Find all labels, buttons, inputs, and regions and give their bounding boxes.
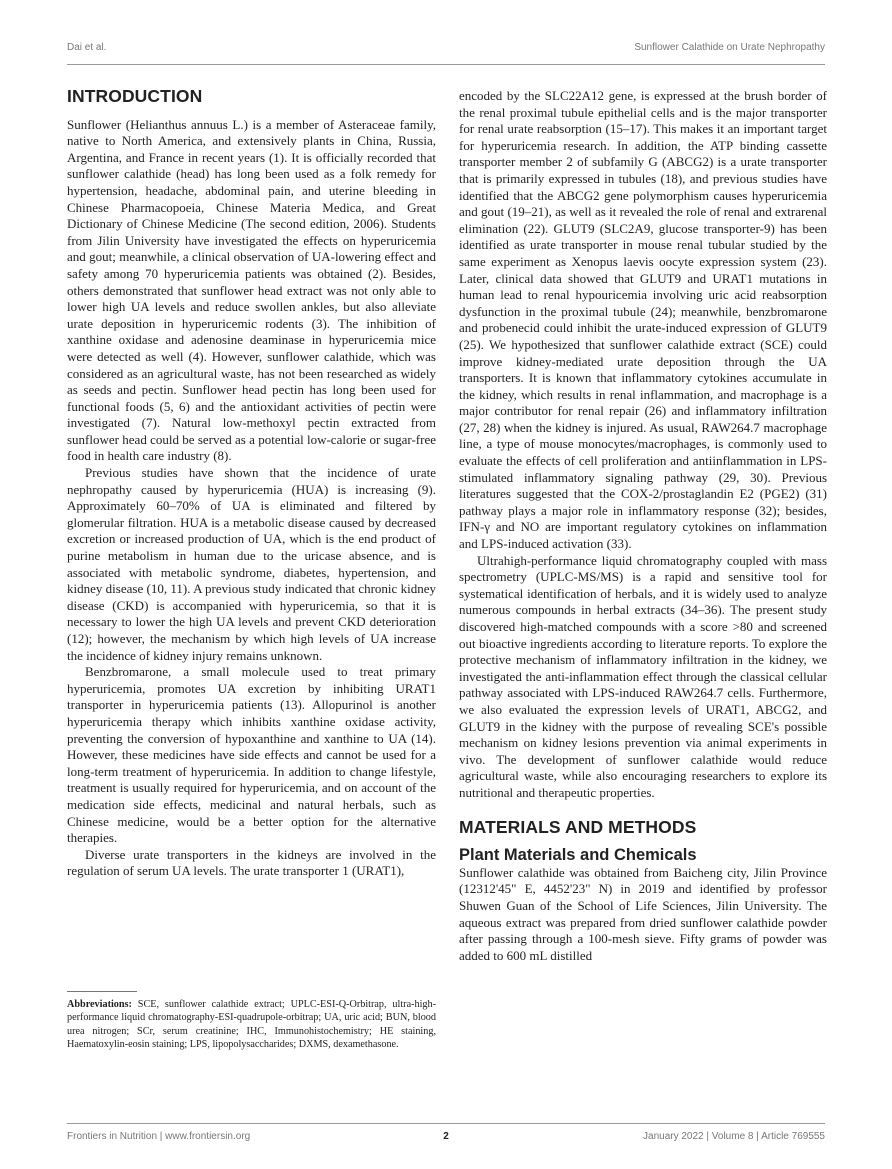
intro-paragraph-2: Previous studies have shown that the incidence of urate nephropathy caused by hyperuricemia (HUA) is increasing (9). Approximately 60–70% of UA is eliminated and filtered by glomerular filtration. HUA is a metabolic disease caused by decreased excretion or increased production of UA, which is the end product of purine metabolism in human due to the uricase absence, and is associated with metabolic syndrome, diabetes, hypertension, and kidney disease (10, 11). A previous study indicated that chronic kidney disease (CKD) is accompanied with hyperuricemia, so that it is necessary to lower the high UA levels and prevent CKD deterioration (12); however, the mechanism by which high levels of UA increase the incidence of kidney injury remains unknown. — [67, 465, 436, 663]
running-header — [67, 42, 825, 56]
header-rule — [67, 64, 825, 65]
footnote-rule — [67, 991, 137, 992]
abbreviations-label: Abbreviations: — [67, 999, 132, 1010]
right-column — [459, 88, 827, 964]
intro-paragraph-6: Ultrahigh-performance liquid chromatography coupled with mass spectrometry (UPLC-MS/MS) is a rapid and sensitive tool for systematical identification of herbals, and it is widely used to analyze numerous compounds in herbal extracts (34–36). The present study discovered high-matched compounds with a score >80 and screened out bioactive ingredients according to literature reports. To explore the protective mechanism of inflammatory infiltration in the kidney, we investigated the anti-inflammation effect through the classical cellular pathway associated with LPS-induced RAW264.7 cells. Furthermore, we also evaluated the expression levels of URAT1, ABCG2, and GLUT9 in the kidney with the purpose of revealing SCE's possible mechanism on kidney lesions prevention via animal experiments in vivo. The development of sunflower calathide would reduce agricultural waste, while also encouraging researchers to explore its nutritional and therapeutic properties. — [459, 552, 827, 800]
section-heading-introduction: INTRODUCTION — [67, 86, 203, 106]
intro-paragraph-5: encoded by the SLC22A12 gene, is expressed at the brush border of the renal proximal tubule epithelial cells and is the major transporter for renal urate reabsorption (15–17). This makes it an important target for hyperuricemia research. In addition, the ATP binding cassette transporter member 2 of subfamily G (ABCG2) is a urate transporter that is primarily expressed in tubules (18), and previous studies have identified that the ABCG2 gene polymorphism causes hyperuricemia and gout (19–21), as well as it revealed the role of renal and extrarenal elimination (22). GLUT9 (SLC2A9, glucose transporter-9) has been identified as urate transporter in mouse renal tubular studied by the same experiment as Xenopus laevis oocyte expression system (23). Later, clinical data showed that GLUT9 and URAT1 mutations in human lead to renal hypouricemia involving uric acid reabsorption dysfunction in the proximal tubule (24); meanwhile, benzbromarone and probenecid could inhibit the urate-induced expression of GLUT9 (25). We hypothesized that sunflower calathide extract (SCE) could improve kidney-mediated urate deposition through the UA transporters. It is known that inflammatory cytokines accumulate in the kidney, which results in renal inflammation, and macrophage is a major contributor for renal repair (26) and inflammatory infiltration (27, 28) when the kidney is injured. As usual, RAW264.7 macrophage line, a type of mouse monocytes/macrophages, is commonly used to evaluate the effects of cell proliferation and antiinflammation in LPS-stimulated inflammatory signaling pathway (29, 30). Previous literatures suggested that the COX-2/prostaglandin E2 (PGE2) (31) pathway plays a major role in inflammatory response (32); besides, IFN-γ and NO are important regulatory cytokines on inflammation and LPS-induced activation (33). — [459, 88, 827, 552]
left-column — [67, 88, 436, 880]
abbreviations-footnote — [67, 998, 436, 1051]
section-heading-methods: MATERIALS AND METHODS — [459, 816, 697, 837]
abbreviations-text: SCE, sunflower calathide extract; UPLC-ESI-Q-Orbitrap, ultra-high-performance liquid chromatography-ESI-quadrupole-orbitrap; UA, uric acid; BUN, blood urea nitrogen; SCr, serum creatinine; IHC, Immunohistochemistry; HE staining, Haematoxylin-eosin staining; LPS, lipopolysaccharides; DXMS, dexamethasone. — [67, 999, 436, 1050]
header-authors: Dai et al. — [67, 42, 107, 53]
intro-paragraph-4: Diverse urate transporters in the kidneys are involved in the regulation of serum UA levels. The urate transporter 1 (URAT1), — [67, 846, 436, 879]
intro-paragraph-3: Benzbromarone, a small molecule used to treat primary hyperuricemia, promotes UA excretion by inhibiting URAT1 transporter in hyperuricemia patients (13). Allopurinol is another hyperuricemia therapy which inhibits xanthine oxidase activity, preventing the conversion of hypoxanthine and xanthine to UA (14). However, these medicines have side effects and cannot be used for a long-term treatment of hyperuricemia. In addition to change lifestyle, treatment is usually required for hyperuricemia, and on account of the medication side effects, medicinal and natural herbals, such as Chinese medicine, would be a better option for the alternative therapies. — [67, 664, 436, 846]
page-number: 2 — [443, 1131, 449, 1142]
footer-rule — [67, 1123, 825, 1124]
header-short-title: Sunflower Calathide on Urate Nephropathy — [634, 42, 825, 53]
running-footer — [67, 1131, 825, 1145]
intro-paragraph-1: Sunflower (Helianthus annuus L.) is a member of Asteraceae family, native to North America, and extensively plants in China, Russia, Argentina, and France in recent years (1). It is officially recorded that sunflower calathide (head) has long been used as a folk remedy for hypertension, headache, abdominal pain, and uterine bleeding in Chinese Pharmacopoeia, Chinese Materia Medica, and Great Dictionary of Chinese Medicine (The second edition, 2006). Students from Jilin University have investigated the effects on hyperuricemia and gout; meanwhile, a clinical observation of UA-lowering effect and safety among 70 hyperuricemia patients was obtained (2). Besides, others demonstrated that sunflower head extract was not only able to lower high UA levels and reduce swollen ankles, but also alleviate urate deposition in hyperuricemic rodents (3). The inhibition of xanthine oxidase and adenosine deaminase in hyperuricemia mice were detected as well (4). However, sunflower calathide, which was considered as an agricultural waste, has not been researched as widely as seeds and pectin. Sunflower head pectin has long been used for functional foods (5, 6) and the antioxidant activities of pectin were investigated (7). Natural low-methoxyl pectin extracted from sunflower head could be served as a potential low-calorie or sugar-free food in health care industry (8). — [67, 116, 436, 464]
subsection-heading-plant-materials: Plant Materials and Chemicals — [459, 846, 697, 865]
methods-paragraph-1: Sunflower calathide was obtained from Baicheng city, Jilin Province (12312'45" E, 4452'23" N) in 2019 and identified by professor Shuwen Guan of the School of Life Sciences, Jilin University. The aqueous extract was prepared from dried sunflower calathide powder after passing through a 100-mesh sieve. Fifty grams of powder was added to 600 mL distilled — [459, 864, 827, 963]
footer-journal-link[interactable]: Frontiers in Nutrition | www.frontiersin.org — [67, 1131, 251, 1142]
footer-issue-info: January 2022 | Volume 8 | Article 769555 — [643, 1131, 825, 1142]
